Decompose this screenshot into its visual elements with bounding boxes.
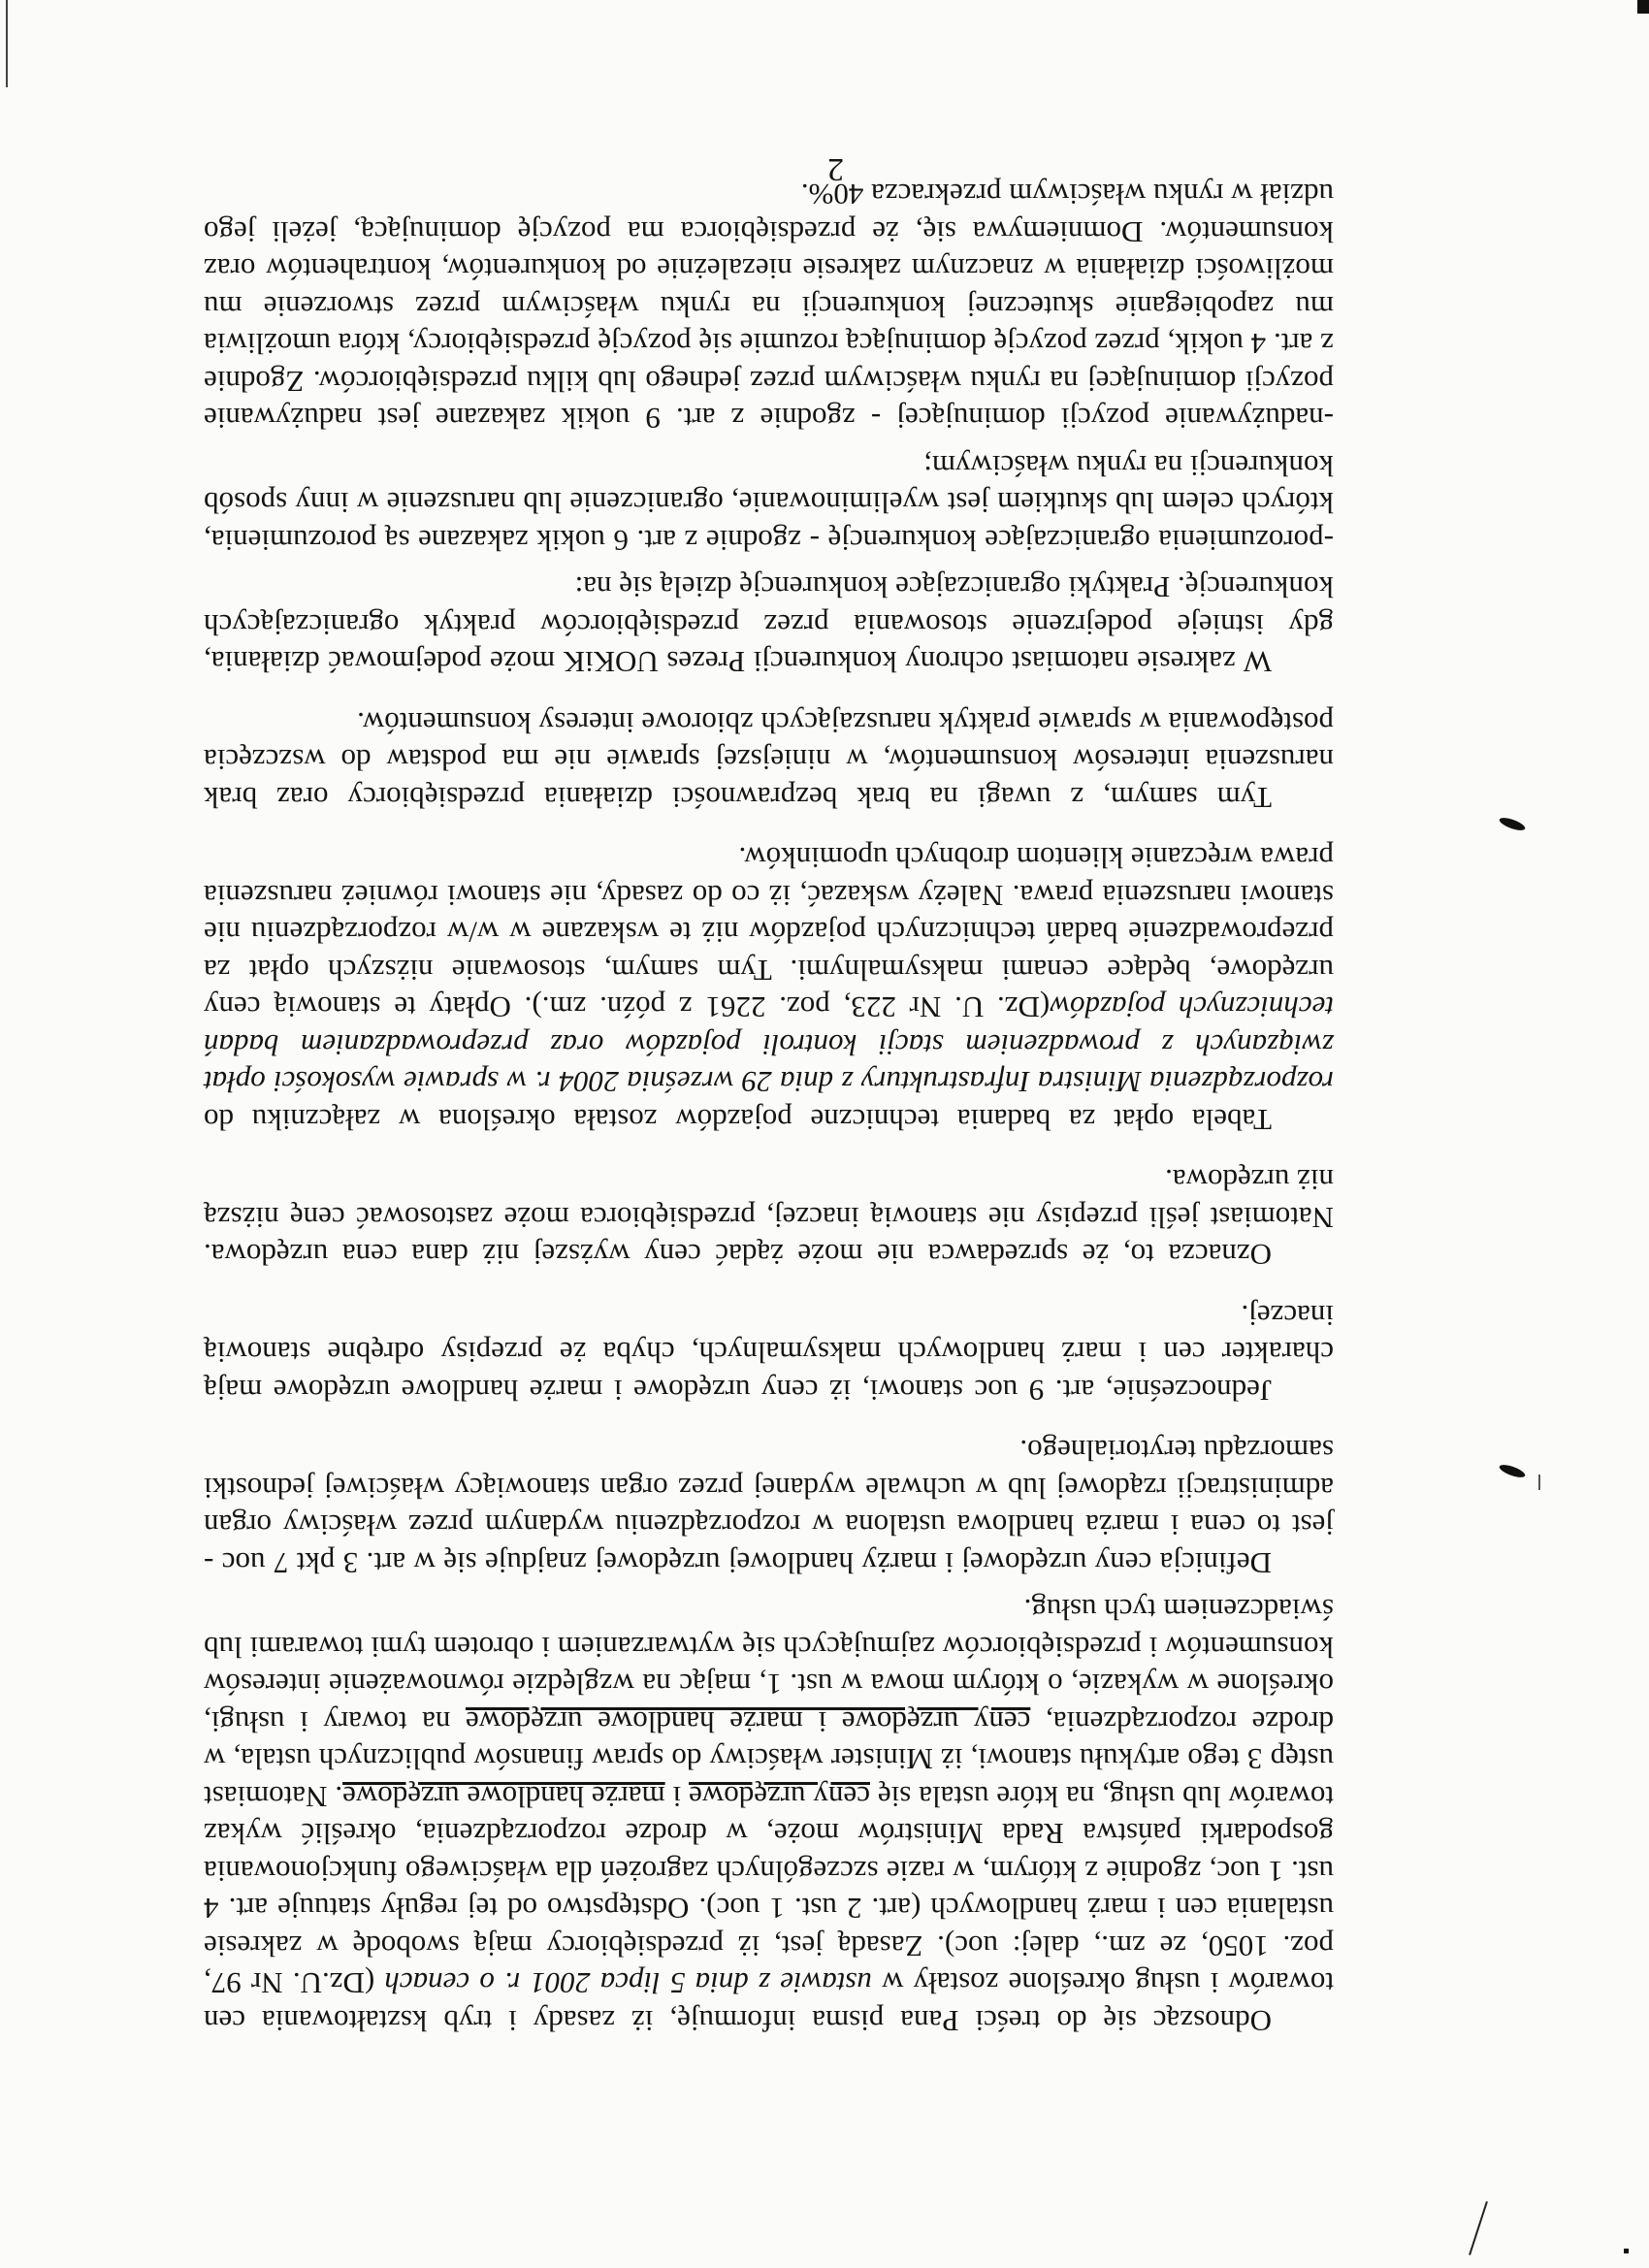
letter-body	[204, 166, 1334, 2039]
paragraph-competition-protection: W zakresie natomiast ochrony konkurencji Prezes UOKiK może podejmować działania, gdy istnieje podejrzenie stosowania przez przedsiębiorców praktyk ograniczających konkurencję. Praktyki ograniczające konkurencję dzielą się na:	[204, 570, 1334, 680]
paragraph-seller-obligation: Oznacza to, że sprzedawca nie może żądać ceny wyższej niż dana cena urzędowa. Natomiast jeśli przepisy nie stanowią inaczej, przedsiębiorca może zastosować cenę niższą niż urzędowa.	[204, 1163, 1334, 1273]
paragraph-prices-act: Odnosząc się do treści Pana pisma informuję, iż zasady i tryb kształtowania cen towarów i usług określone zostały w ustawie z dnia 5 lipca 2001 r. o cenach (Dz.U. Nr 97, poz. 1050, ze zm., dalej: uoc). Zasadą jest, iż przedsiębiorcy mają swobodę w zakresie ustalania cen i marż handlowych (art. 2 ust. 1 uoc). Odstępstwo od tej reguły statuuje art. 4 ust. 1 uoc, zgodnie z którym, w razie szczególnych zagrożeń dla właściwego funkcjonowania gospodarki państwa Rada Ministrów może, w drodze rozporządzenia, określić wykaz towarów lub usług, na które ustala się ceny urzędowe i marże handlowe urzędowe. Natomiast ustęp 3 tego artykułu stanowi, iż Minister właściwy do spraw finansów publicznych ustala, w drodze rozporządzenia, ceny urzędowe i marże handlowe urzędowe na towary i usługi, określone w wykazie, o którym mowa w ust. 1, mając na względzie równoważenie interesów konsumentów i przedsiębiorców zajmujących się wytwarzaniem i obrotem tymi towarami lub świadczeniem tych usług.	[204, 1593, 1334, 2038]
paragraph-maximum-prices: Jednocześnie, art. 9 uoc stanowi, iż ceny urzędowe i marże handlowe urzędowe mają charakter cen i marż handlowych maksymalnych, chyba że przepisy odrębne stanowią inaczej.	[204, 1299, 1334, 1408]
paragraph-restrictive-agreements: -porozumienia ograniczające konkurencję - zgodnie z art. 6 uokik zakazane są porozumienia, których celem lub skutkiem jest wyeliminowanie, ograniczenie lub naruszenie w inny sposób konkurencji na rynku właściwym;	[204, 449, 1334, 558]
paragraph-no-grounds: Tym samym, z uwagi na brak bezprawności działania przedsiębiorcy oraz brak naruszenia interesów konsumentów, w niniejszej sprawie nie ma podstaw do wszczęcia postępowania w sprawie praktyk naruszających zbiorowe interesy konsumentów.	[204, 706, 1334, 815]
paragraph-dominant-position-abuse: -nadużywanie pozycji dominującej - zgodnie z art. 9 uokik zakazane jest nadużywanie pozycji dominującej na rynku właściwym przez jednego lub kilku przedsiębiorców. Zgodnie z art. 4 uokik, przez pozycję dominującą rozumie się pozycję przedsiębiorcy, która umożliwia mu zapobieganie skutecznej konkurencji na rynku właściwym przez stworzenie mu możliwości działania w znacznym zakresie niezależnie od konkurentów, kontrahentów oraz konsumentów. Domniemywa się, że przedsiębiorca ma pozycję dominującą, jeżeli jego udział w rynku właściwym przekracza 40%.	[204, 178, 1334, 437]
paragraph-official-price-definition: Definicja ceny urzędowej i marży handlowej urzędowej znajduje się w art. 3 pkt 7 uoc - jest to cena i marża handlowa ustalona w rozporządzeniu wydanym przez właściwy organ administracji rządowej lub w uchwale wydanej przez organ stanowiący właściwej jednostki samorządu terytorialnego.	[204, 1434, 1334, 1580]
page-number: 2	[827, 151, 844, 187]
paragraph-vehicle-inspection-fees: Tabela opłat za badania techniczne pojazdów została określona w załączniku do rozporządzenia Ministra Infrastruktury z dnia 29 września 2004 r. w sprawie wysokości opłat związanych z prowadzeniem stacji kontroli pojazdów oraz przeprowadzaniem badań technicznych pojazdów(Dz. U. Nr 223, poz. 2261 z późn. zm.). Opłaty te stanowią ceny urzędowe, będące cenami maksymalnymi. Tym samym, stosowanie niższych opłat za przeprowadzenie badań technicznych pojazdów niż te wskazane w w/w rozporządzeniu nie stanowi naruszenia prawa. Należy wskazać, iż co do zasady, nie stanowi również naruszenia prawa wręczanie klientom drobnych upominków.	[204, 841, 1334, 1137]
